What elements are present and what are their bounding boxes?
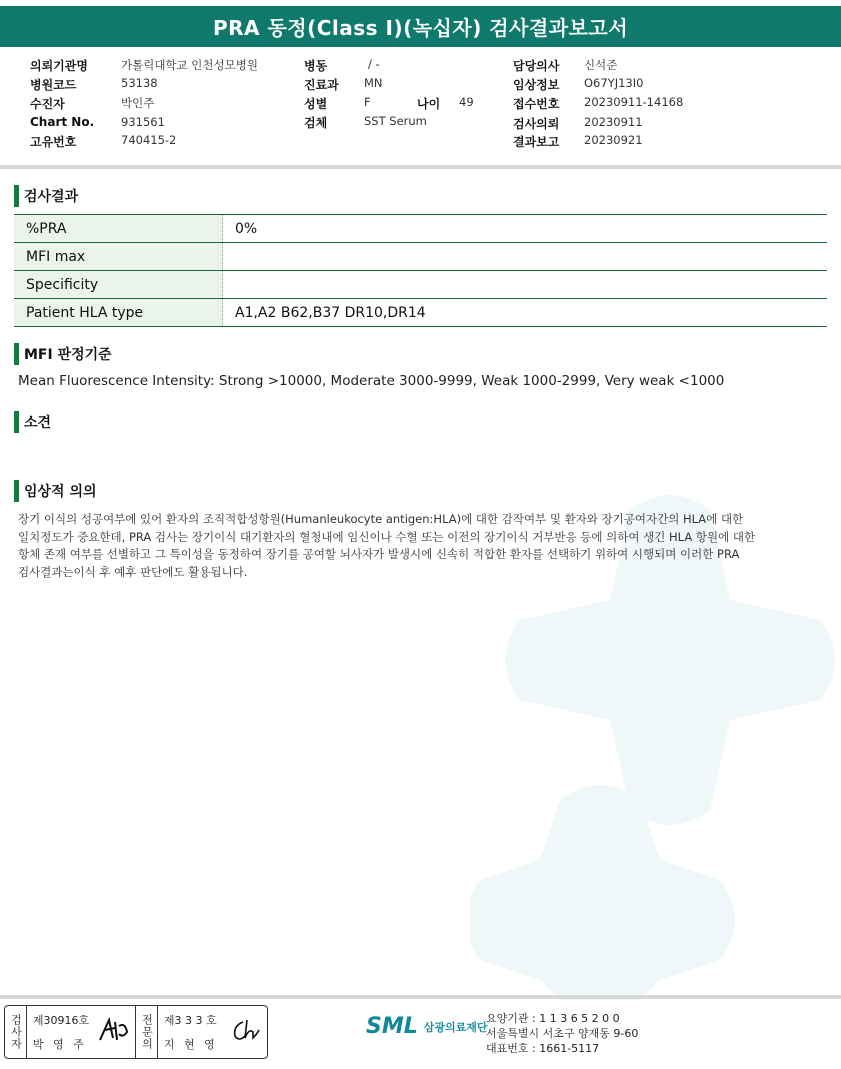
label-sex: 성별 [304, 97, 328, 111]
section-opinion-header [14, 411, 51, 433]
signature-box [4, 1005, 268, 1059]
footer-divider [0, 995, 841, 999]
logo-mark: SML [366, 1014, 418, 1039]
section-marker [14, 411, 19, 433]
section-results-title: 검사결과 [24, 189, 79, 205]
value-doctor: 신석준 [584, 58, 618, 72]
specialist-name: 지 현 영 [163, 1038, 218, 1051]
value-clinical-info: O67YJ13I0 [584, 76, 644, 90]
label-report-date: 결과보고 [513, 135, 560, 149]
label-patient: 수진자 [30, 97, 65, 111]
table-row [14, 299, 827, 327]
label-hospital-code: 병원코드 [30, 78, 77, 92]
value-ward: / - [368, 57, 380, 71]
result-key: %PRA [14, 215, 223, 242]
section-mfi-header [14, 343, 112, 365]
section-results-header [14, 185, 78, 207]
section-mfi-title: MFI 판정기준 [24, 347, 112, 363]
table-row [14, 215, 827, 243]
value-patient: 박인주 [121, 96, 155, 110]
label-clinical-info: 임상정보 [513, 78, 560, 92]
label-request-date: 검사의뢰 [513, 117, 560, 131]
specialist-role-label [136, 1006, 158, 1058]
section-clinical-header [14, 480, 97, 502]
table-row [14, 243, 827, 271]
examiner-role: 검사자 [9, 1014, 23, 1050]
specialist-role: 전문의 [140, 1014, 154, 1050]
examiner-signature-icon [97, 1016, 131, 1047]
clinical-significance-text [18, 511, 808, 581]
section-opinion-title: 소견 [24, 415, 52, 431]
result-key: Specificity [14, 271, 223, 298]
result-key: MFI max [14, 243, 223, 270]
value-institution: 가톨릭대학교 인천성모병원 [121, 58, 258, 72]
value-age: 49 [459, 95, 474, 109]
value-request-date: 20230911 [584, 115, 643, 129]
patient-info-block [0, 52, 841, 164]
contact-line: 요양기관 : 1 1 3 6 5 2 0 0 [486, 1012, 620, 1025]
result-value: 0% [235, 220, 258, 237]
specialist-signature-icon [229, 1016, 263, 1047]
result-key: Patient HLA type [14, 299, 223, 326]
label-doctor: 담당의사 [513, 59, 560, 73]
value-hospital-code: 53138 [121, 76, 158, 90]
clinical-line: 검사결과는이식 후 예후 판단에도 활용됩니다. [18, 564, 248, 579]
value-department: MN [364, 76, 383, 90]
logo-org-name: 삼광의료재단 [423, 1020, 488, 1034]
section-marker [14, 343, 19, 365]
result-value: A1,A2 B62,B37 DR10,DR14 [235, 304, 426, 321]
specialist-block [158, 1006, 267, 1058]
examiner-role-label [5, 1006, 27, 1058]
value-receipt-no: 20230911-14168 [584, 95, 684, 109]
clinical-line: 일치정도가 중요한데, PRA 검사는 장기이식 대기환자의 혈청내에 임신이나 수혈 또는 이전의 장기이식 거부반응 등에 의하여 생긴 HLA 항원에 대한 [18, 529, 756, 544]
label-ward: 병동 [304, 59, 328, 73]
label-receipt-no: 접수번호 [513, 97, 560, 111]
examiner-block [27, 1006, 136, 1058]
label-department: 진료과 [304, 78, 339, 92]
header-divider [0, 165, 841, 169]
label-age: 나이 [417, 97, 441, 111]
value-chart-no: 931561 [121, 115, 165, 129]
section-marker [14, 185, 19, 207]
specialist-license: 제3 3 3 호 [163, 1014, 217, 1027]
clinical-line: 장기 이식의 성공여부에 있어 환자의 조직적합성항원(Humanleukocyte antigen:HLA)에 대한 감작여부 및 환자와 장기공여자간의 HLA에 대한 [18, 512, 744, 526]
value-specimen: SST Serum [364, 114, 427, 128]
value-sex: F [364, 95, 371, 109]
section-marker [14, 480, 19, 502]
contact-line: 대표번호 : 1661-5117 [486, 1042, 600, 1055]
label-unique-id: 고유번호 [30, 135, 77, 149]
sml-logo [366, 1014, 488, 1039]
contact-info [486, 1011, 638, 1056]
mfi-criteria-text: Mean Fluorescence Intensity: Strong >10000, Moderate 3000-9999, Weak 1000-2999, Very weak <1000 [18, 373, 725, 389]
contact-line: 서울특별시 서초구 양재동 9-60 [486, 1027, 639, 1040]
value-unique-id: 740415-2 [121, 133, 177, 147]
label-institution: 의뢰기관명 [30, 59, 88, 73]
report-title: PRA 동정(Class I)(녹십자) 검사결과보고서 [0, 6, 841, 47]
result-value [223, 243, 827, 270]
section-clinical-title: 임상적 의의 [24, 484, 97, 500]
table-row [14, 271, 827, 299]
label-chart-no: Chart No. [30, 115, 95, 129]
clinical-line: 항체 존재 여부를 선별하고 그 특이성을 동정하여 장기를 공여할 뇌사자가 발생시에 신속히 적합한 환자를 선택하기 위하여 시행되며 이러한 PRA [18, 547, 740, 561]
results-table [14, 214, 827, 327]
value-report-date: 20230921 [584, 133, 643, 147]
result-value [223, 271, 827, 298]
examiner-license: 제30916호 [32, 1014, 90, 1027]
examiner-name: 박 영 주 [32, 1038, 87, 1051]
label-specimen: 검체 [304, 116, 328, 130]
